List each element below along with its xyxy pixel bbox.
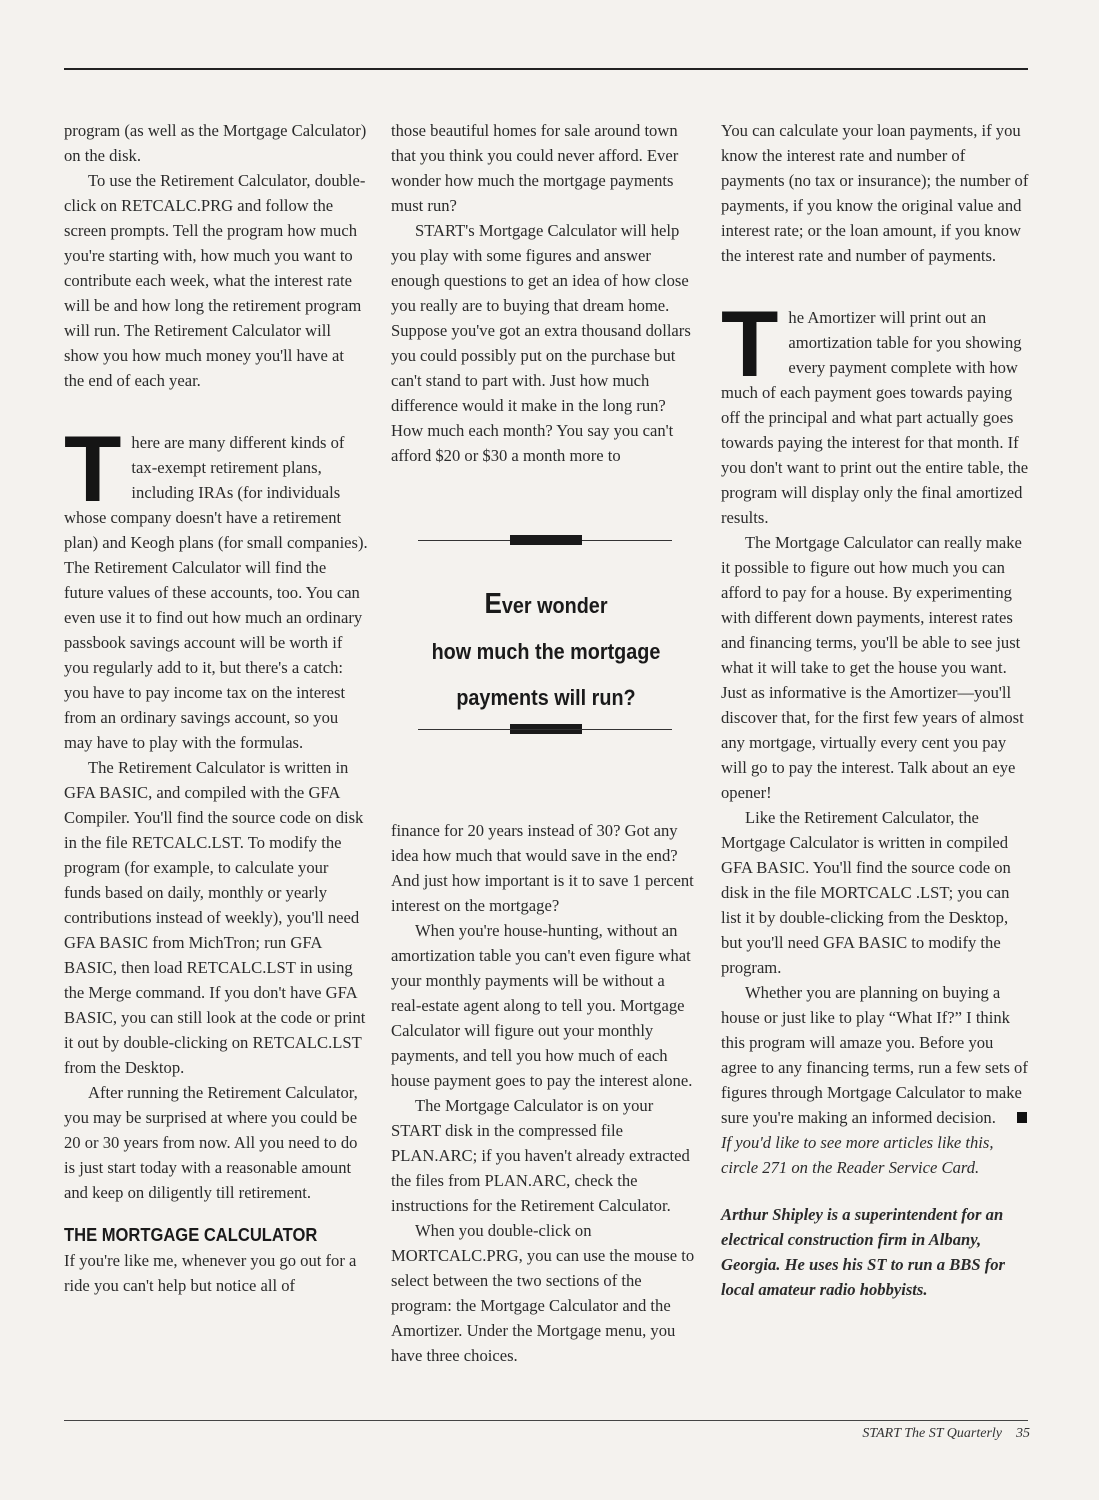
drop-cap: T <box>64 416 122 521</box>
paragraph: those beautiful homes for sale around town that you think you could never afford. Ever wonder how much the mortgage payments must run? <box>391 121 679 215</box>
paragraph-text: he Amortizer will print out an amortization table for you showing every payment complete with how much of each payment goes towards paying off the principal and what part actually goes towards paying the interest for that month. If you don't want to print out the entire table, the program will display only the final amortized results. <box>721 308 1029 527</box>
paragraph: The Retirement Calculator is written in GFA BASIC, and compiled with the GFA Compiler. You'll find the source code on disk in the file RETCALC.LST. To modify the program (for example, to calculate your funds based on daily, monthly or yearly contributions instead of weekly), you'll need GFA BASIC from MichTron; run GFA BASIC, then load RETCALC.LST in using the Merge command. If you don't have GFA BASIC, you can still look at the code or print it out by double-clicking on RETCALC.LST from the Desktop. <box>64 758 366 1077</box>
publication-name: START The ST Quarterly <box>862 1426 1002 1441</box>
paragraph: The Mortgage Calculator is on your START disk in the compressed file PLAN.ARC; if you haven't already extracted the files from PLAN.ARC, check the instructions for the Retirement Calculator. <box>391 1096 690 1215</box>
paragraph: You can calculate your loan payments, if you know the interest rate and number of payments (no tax or insurance); the number of payments, if you know the original value and interest rate; or the loan amount, if you know the interest rate and number of payments. <box>721 121 1029 265</box>
end-mark-icon <box>1017 1112 1027 1123</box>
pull-quote <box>418 535 674 767</box>
bottom-rule <box>64 1420 1028 1421</box>
column-2-bottom <box>391 818 699 1368</box>
drop-cap: T <box>721 291 779 396</box>
paragraph: Like the Retirement Calculator, the Mortgage Calculator is written in compiled GFA BASIC. You'll find the source code on disk in the file MORTCALC .LST; you can list it by double-clicking from the Desktop, but you'll need GFA BASIC to modify the program. <box>721 808 1011 977</box>
paragraph: program (as well as the Mortgage Calculator) on the disk. <box>64 121 367 165</box>
paragraph: After running the Retirement Calculator, you may be surprised at where you could be 20 or 30 years from now. All you need to do is just start today with a reasonable amount and keep on diligently till retirement. <box>64 1083 358 1202</box>
paragraph: finance for 20 years instead of 30? Got any idea how much that would save in the end? And just how important is it to save 1 percent interest on the mortgage? <box>391 821 694 915</box>
pull-quote-bar <box>510 535 582 545</box>
paragraph: The Mortgage Calculator can really make it possible to figure out how much you can afford to pay for a house. By experimenting with different down payments, interest rates and financing terms, you'll be able to see just what it will take to get the house you want. Just as informative is the Amortizer—you'll discover that, for the first few years of almost any mortgage, virtually every cent you pay will go to pay the interest. Talk about an eye opener! <box>721 533 1024 802</box>
reader-service-note: If you'd like to see more articles like this, circle 271 on the Reader Service Card. <box>721 1133 994 1177</box>
paragraph-text: here are many different kinds of tax-exempt retirement plans, including IRAs (for individuals whose company doesn't have a retirement plan) and Keogh plans (for small companies). The Retirement Calculator will find the future values of these accounts, too. You can even use it to find out how much an ordinary passbook savings account will be worth if you regularly add to it, but there's a catch: you have to pay income tax on the interest from an ordinary savings account, so you may have to play with the formulas. <box>64 433 368 752</box>
author-bio: Arthur Shipley is a superintendent for an electrical construction firm in Albany, Georgia. He uses his ST to run a BBS for local amateur radio hobbyists. <box>721 1205 1005 1299</box>
dropcap-paragraph <box>721 291 1029 530</box>
column-2-top <box>391 118 699 468</box>
paragraph: START's Mortgage Calculator will help you play with some figures and answer enough questions to get an idea of how close you really are to buying that dream home. Suppose you've got an extra thousand dollars you could possibly put on the purchase but can't stand to part with. Just how much difference would it make in the long run? How much each month? You say you can't afford $20 or $30 a month more to <box>391 221 691 465</box>
paragraph: If you're like me, whenever you go out for a ride you can't help but notice all of <box>64 1251 357 1295</box>
page-footer <box>820 1424 1030 1444</box>
column-3 <box>721 118 1029 1302</box>
pull-quote-text: Ever wonder how much the mortgage payments will run? <box>431 588 661 710</box>
page-number: 35 <box>1016 1426 1030 1441</box>
dropcap-paragraph <box>64 416 368 755</box>
paragraph: When you're house-hunting, without an amortization table you can't even figure what your monthly payments will be without a real-estate agent along to tell you. Mortgage Calculator will figure out your monthly payments, and tell you how much of each house payment goes to pay the interest alone. <box>391 921 693 1090</box>
column-1 <box>64 118 368 1298</box>
paragraph: To use the Retirement Calculator, double-click on RETCALC.PRG and follow the screen prompts. Tell the program how much you're starting with, how much you want to contribute each week, what the interest rate will be and how long the retirement program will run. The Retirement Calculator will show you how much money you'll have at the end of each year. <box>64 171 366 390</box>
top-rule <box>64 68 1028 70</box>
paragraph <box>721 980 1029 1130</box>
section-heading: THE MORTGAGE CALCULATOR <box>64 1225 318 1245</box>
pull-quote-rule <box>418 729 672 730</box>
paragraph: When you double-click on MORTCALC.PRG, you can use the mouse to select between the two sections of the program: the Mortgage Calculator and the Amortizer. Under the Mortgage menu, you have three choices. <box>391 1221 695 1365</box>
paragraph-text: Whether you are planning on buying a house or just like to play “What If?” I think this program will amaze you. Before you agree to any financing terms, run a few sets of figures through Mortgage Calculator to make sure you're making an informed decision. <box>721 983 1028 1127</box>
